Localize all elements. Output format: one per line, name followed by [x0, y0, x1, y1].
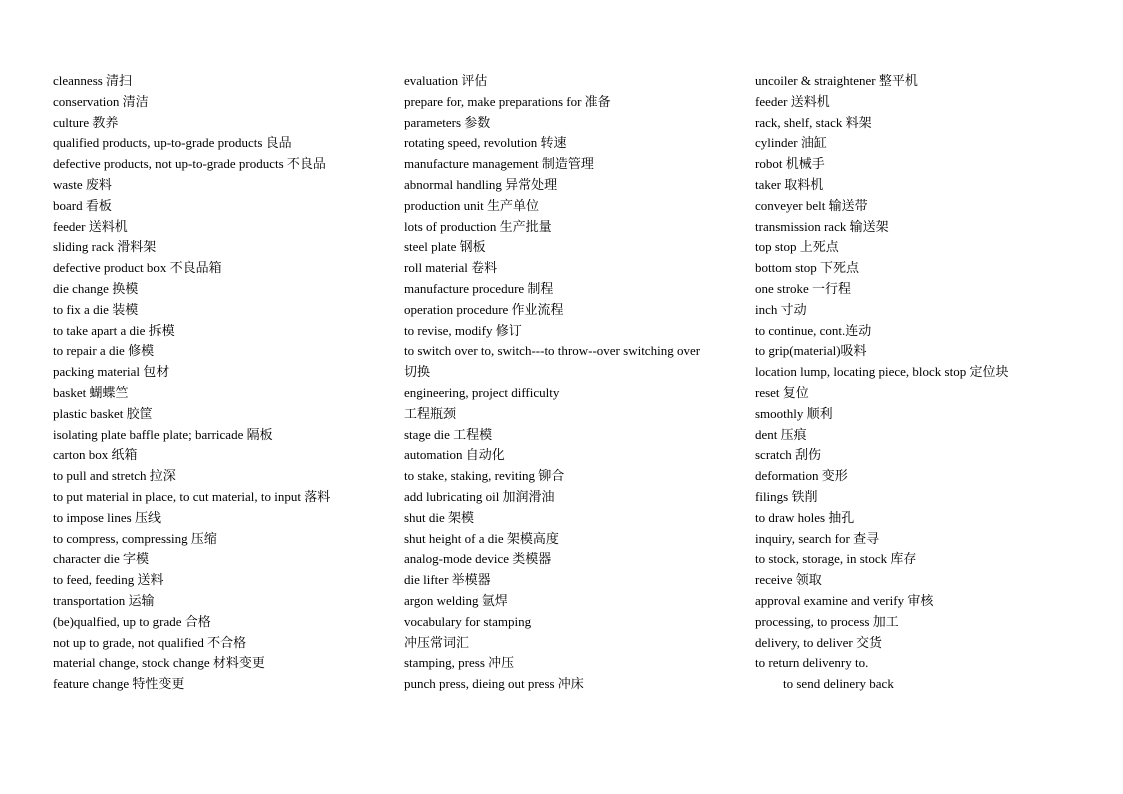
glossary-entry: isolating plate baffle plate; barricade 隔板: [53, 426, 273, 442]
glossary-entry: (be)qualfied, up to grade 合格: [53, 613, 211, 629]
glossary-entry: stamping, press 冲压: [404, 655, 515, 671]
glossary-entry: conservation 清洁: [53, 93, 149, 109]
glossary-entry: automation 自动化: [404, 447, 505, 463]
glossary-entry: to repair a die 修模: [53, 343, 155, 359]
glossary-entry: add lubricating oil 加润滑油: [404, 488, 555, 504]
glossary-entry: conveyer belt 输送带: [755, 197, 868, 213]
glossary-entry: stage die 工程模: [404, 426, 493, 442]
glossary-entry: engineering, project difficulty: [404, 384, 560, 400]
glossary-entry: prepare for, make preparations for 准备: [404, 93, 611, 109]
glossary-entry: rotating speed, revolution 转速: [404, 135, 567, 151]
glossary-entry: packing material 包材: [53, 364, 170, 380]
glossary-entry: deformation 变形: [755, 468, 848, 484]
glossary-entry: shut height of a die 架模高度: [404, 530, 559, 546]
glossary-entry: receive 领取: [755, 572, 822, 588]
glossary-entry: bottom stop 下死点: [755, 260, 860, 276]
glossary-entry: manufacture management 制造管理: [404, 156, 594, 172]
glossary-entry: scratch 刮伤: [755, 447, 822, 463]
glossary-entry: location lump, locating piece, block stop 定位块: [755, 364, 1009, 380]
glossary-entry: to put material in place, to cut material, to input 落料: [53, 488, 331, 504]
glossary-entry: top stop 上死点: [755, 239, 839, 255]
glossary-entry: reset 复位: [755, 384, 809, 400]
glossary-entry: waste 废料: [53, 176, 112, 192]
glossary-entry: smoothly 顺利: [755, 405, 833, 421]
glossary-entry: carton box 纸箱: [53, 447, 138, 463]
glossary-entry: production unit 生产单位: [404, 197, 540, 213]
glossary-entry: shut die 架模: [404, 509, 475, 525]
glossary-entry: vocabulary for stamping: [404, 613, 532, 629]
glossary-entry: to send delinery back: [783, 676, 894, 692]
glossary-entry: defective product box 不良品箱: [53, 260, 222, 276]
glossary-entry: inch 寸动: [755, 301, 807, 317]
glossary-entry: to grip(material)吸料: [755, 343, 867, 359]
glossary-entry: punch press, dieing out press 冲床: [404, 676, 584, 692]
glossary-entry: to continue, cont.连动: [755, 322, 872, 338]
glossary-entry: processing, to process 加工: [755, 613, 899, 629]
glossary-entry: 切换: [404, 364, 431, 380]
glossary-entry: cylinder 油缸: [755, 135, 827, 151]
glossary-entry: operation procedure 作业流程: [404, 301, 564, 317]
glossary-entry: inquiry, search for 查寻: [755, 530, 880, 546]
glossary-entry: defective products, not up-to-grade products 不良品: [53, 156, 326, 172]
glossary-entry: plastic basket 胶筐: [53, 405, 153, 421]
glossary-entry: filings 铁削: [755, 488, 818, 504]
glossary-entry: material change, stock change 材料变更: [53, 655, 265, 671]
glossary-entry: to stake, staking, reviting 铆合: [404, 468, 565, 484]
glossary-entry: transportation 运输: [53, 592, 155, 608]
glossary-entry: basket 蝴蝶竺: [53, 384, 129, 400]
glossary-entry: manufacture procedure 制程: [404, 280, 554, 296]
glossary-column-1: [53, 71, 383, 695]
glossary-entry: uncoiler & straightener 整平机: [755, 73, 918, 88]
glossary-entry: approval examine and verify 审核: [755, 592, 934, 608]
glossary-entry: analog-mode device 类模器: [404, 551, 552, 567]
glossary-entry: abnormal handling 异常处理: [404, 176, 558, 192]
glossary-entry: to impose lines 压线: [53, 509, 161, 525]
glossary-entry: dent 压痕: [755, 426, 807, 442]
glossary-entry: to draw holes 抽孔: [755, 509, 855, 525]
glossary-entry: parameters 参数: [404, 114, 491, 130]
glossary-entry: one stroke 一行程: [755, 280, 852, 296]
glossary-entry: to feed, feeding 送料: [53, 572, 164, 588]
glossary-entry: taker 取料机: [755, 176, 824, 192]
glossary-entry: sliding rack 滑料架: [53, 239, 157, 255]
glossary-entry: character die 字模: [53, 551, 150, 567]
glossary-entry: argon welding 氩焊: [404, 592, 508, 608]
glossary-entry: 工程瓶颈: [404, 405, 457, 421]
glossary-entry: to switch over to, switch---to throw--over switching over: [404, 343, 701, 359]
glossary-entry: to compress, compressing 压缩: [53, 530, 217, 546]
glossary-entry: transmission rack 输送架: [755, 218, 889, 234]
glossary-entry: to fix a die 装模: [53, 301, 139, 317]
glossary-entry: die change 换模: [53, 280, 139, 296]
glossary-entry: 冲压常词汇: [404, 634, 470, 650]
glossary-entry: cleanness 清扫: [53, 73, 133, 88]
glossary-entry: roll material 卷料: [404, 260, 498, 276]
glossary-entry: rack, shelf, stack 料架: [755, 114, 872, 130]
glossary-entry: die lifter 举模器: [404, 572, 491, 588]
glossary-entry: robot 机械手: [755, 156, 825, 172]
glossary-entry: lots of production 生产批量: [404, 218, 552, 234]
glossary-entry: to pull and stretch 拉深: [53, 468, 176, 484]
glossary-entry: culture 教养: [53, 114, 119, 130]
glossary-entry: feature change 特性变更: [53, 676, 185, 692]
glossary-entry: to take apart a die 拆模: [53, 322, 175, 338]
glossary-entry: steel plate 钢板: [404, 239, 486, 255]
glossary-entry: to revise, modify 修订: [404, 322, 522, 338]
glossary-column-2: [404, 71, 734, 695]
glossary-entry: qualified products, up-to-grade products 良品: [53, 135, 292, 151]
glossary-entry: delivery, to deliver 交货: [755, 634, 882, 650]
glossary-entry: to return delivenry to.: [755, 655, 869, 671]
glossary-entry: evaluation 评估: [404, 73, 488, 88]
glossary-entry: board 看板: [53, 197, 112, 213]
glossary-entry: not up to grade, not qualified 不合格: [53, 634, 247, 650]
glossary-entry: feeder 送料机: [53, 218, 128, 234]
glossary-column-3: [755, 71, 1095, 695]
glossary-entry: feeder 送料机: [755, 93, 830, 109]
glossary-entry: to stock, storage, in stock 库存: [755, 551, 917, 567]
